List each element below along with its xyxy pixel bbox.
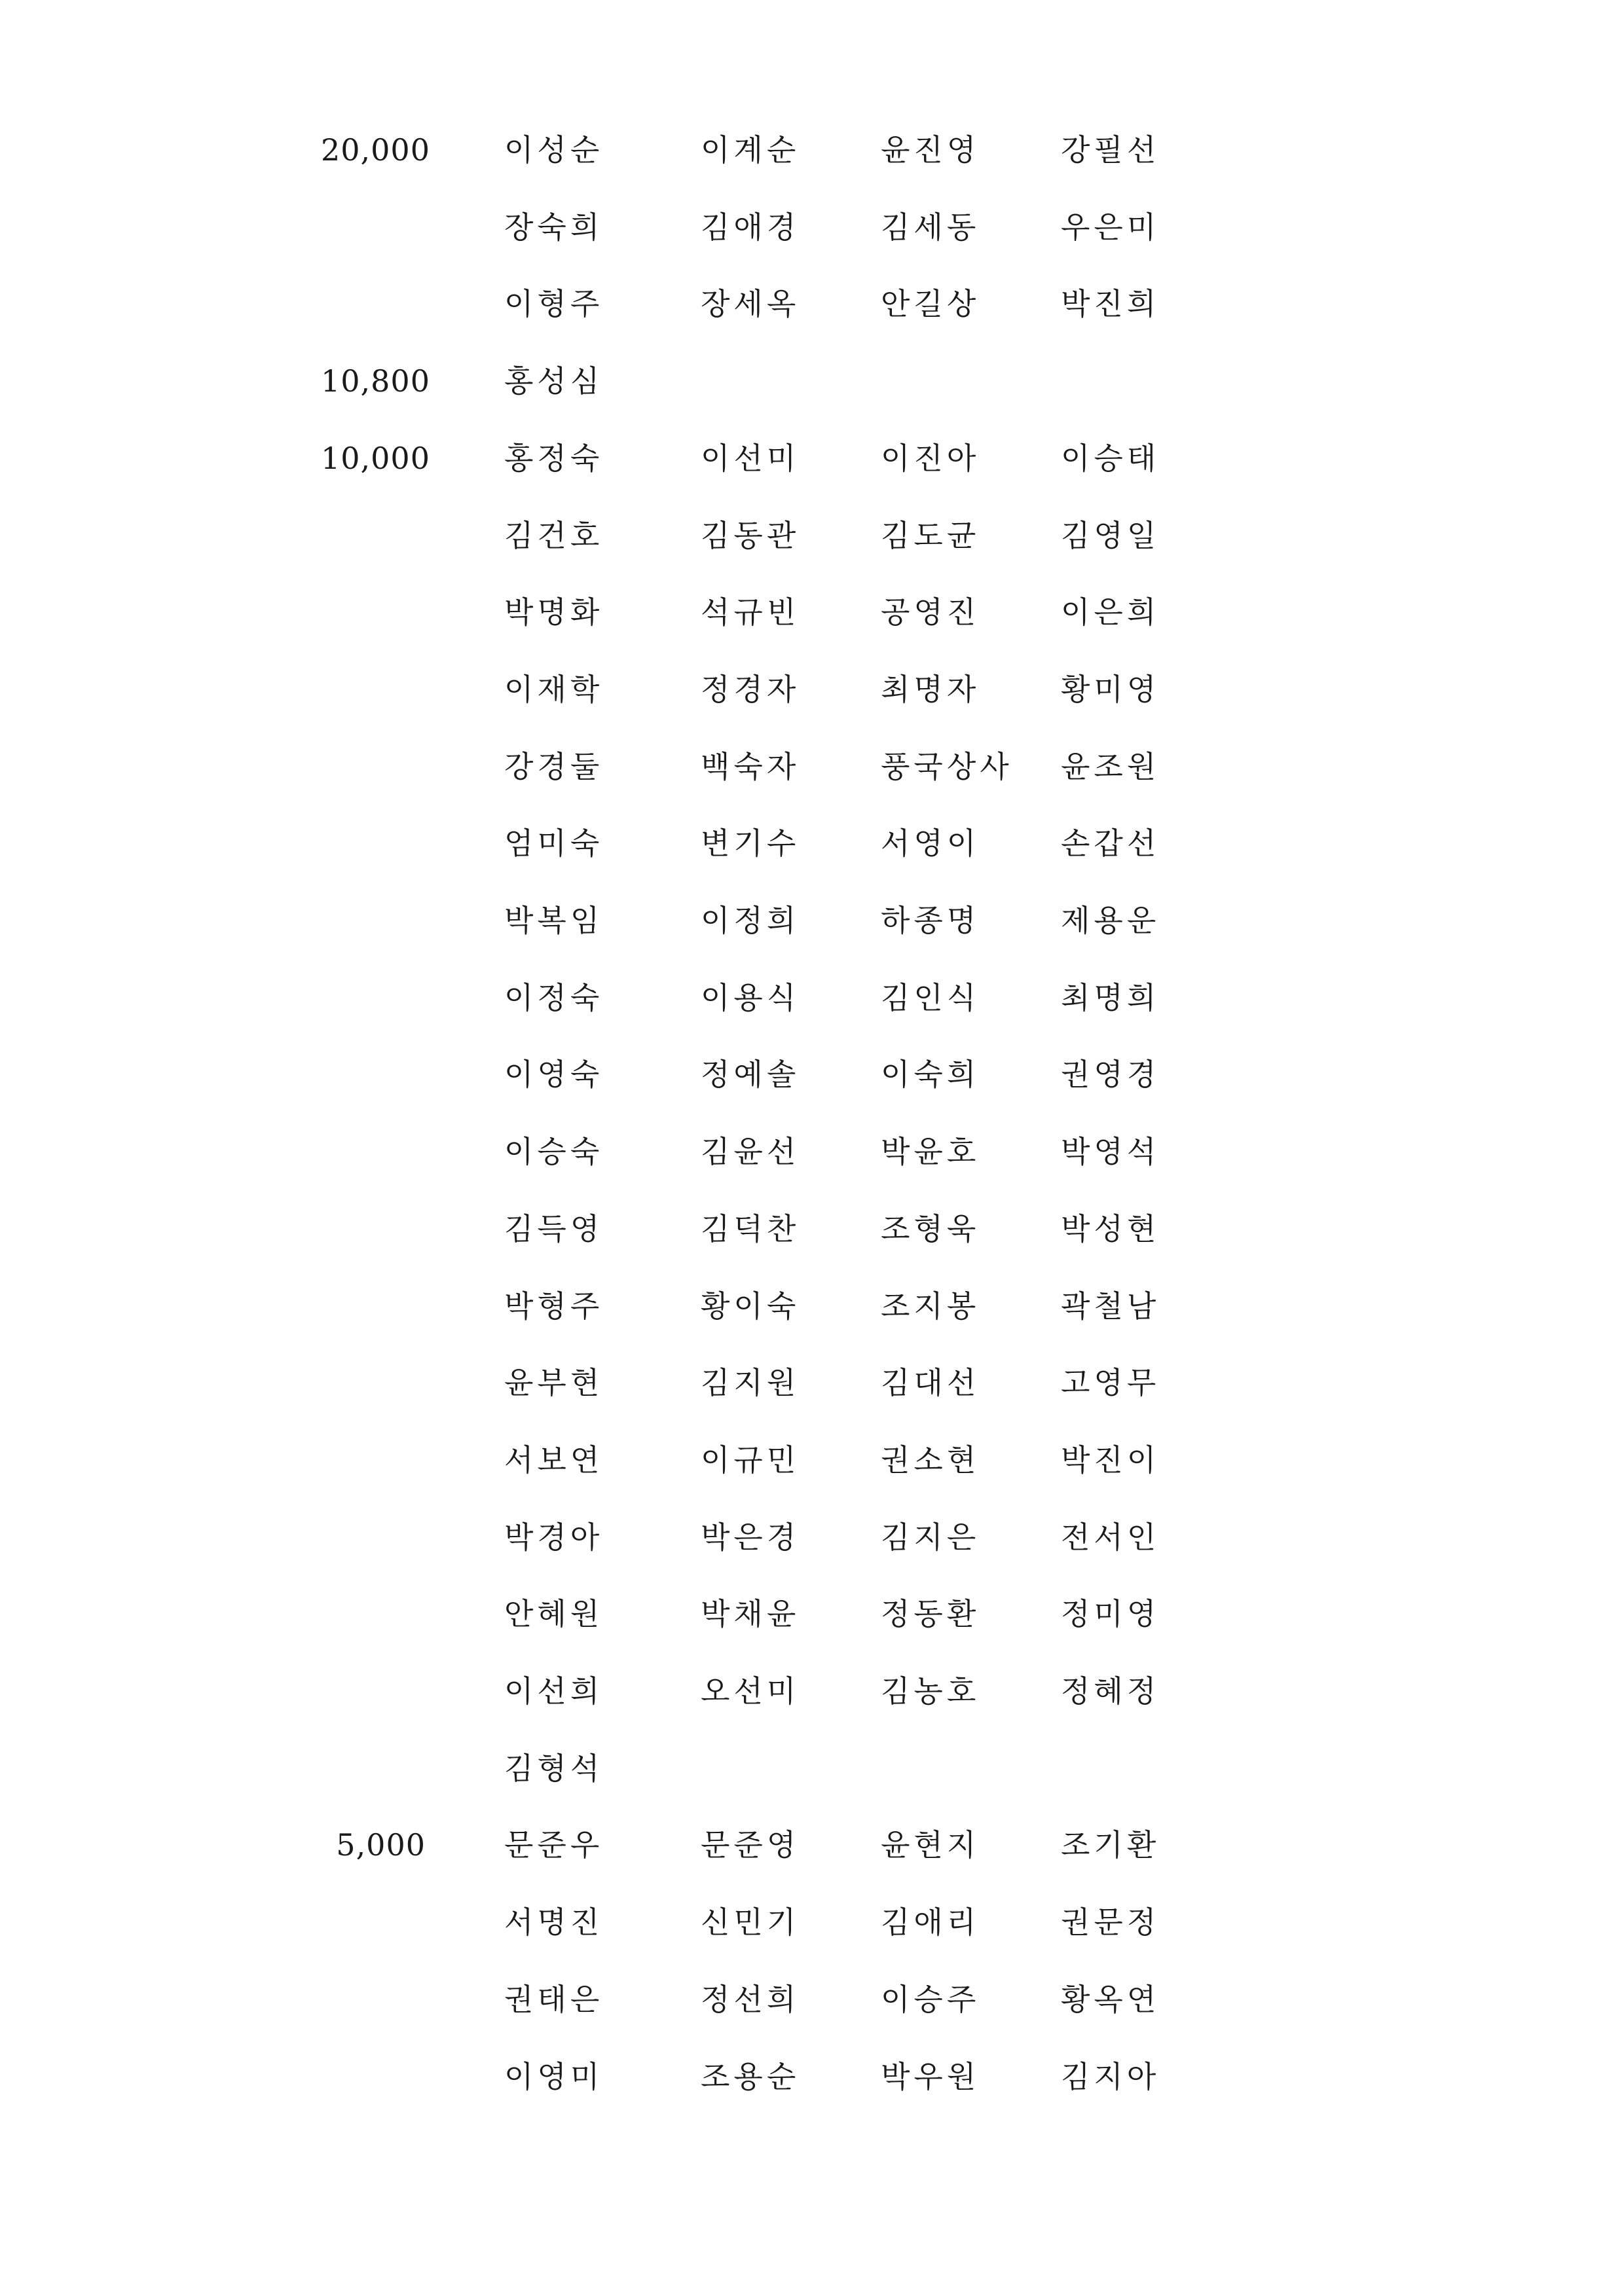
donor-row [0, 1652, 1624, 1730]
donor-row [0, 497, 1624, 574]
donor-name: 이정희 [701, 903, 800, 938]
donor-name: 김덕찬 [701, 1211, 800, 1247]
donor-row [0, 189, 1624, 266]
donor-row [0, 111, 1624, 189]
donor-name: 조지봉 [881, 1288, 980, 1324]
donor-name: 김윤선 [701, 1134, 800, 1170]
donor-name: 이용식 [701, 979, 800, 1015]
donor-name: 이규민 [701, 1442, 800, 1478]
donor-name: 강필선 [1061, 132, 1160, 168]
donor-name: 이선미 [701, 440, 800, 476]
donor-name: 권태은 [504, 1981, 604, 2017]
donor-row [0, 1575, 1624, 1652]
donor-name: 박복임 [504, 903, 604, 938]
donor-name: 곽철남 [1061, 1288, 1160, 1324]
donor-name: 고영무 [1061, 1365, 1160, 1401]
donor-name: 박영석 [1061, 1134, 1160, 1170]
donor-name: 김형석 [504, 1750, 604, 1786]
donation-amount: 10,000 [321, 440, 430, 476]
donor-name: 손갑선 [1061, 826, 1160, 862]
donor-name: 정예솔 [701, 1057, 800, 1093]
donor-name: 홍성심 [504, 363, 604, 399]
donor-name: 하종명 [881, 903, 980, 938]
donor-name: 박경아 [504, 1519, 604, 1555]
donor-name: 전서인 [1061, 1519, 1160, 1555]
donor-name: 황이숙 [701, 1288, 800, 1324]
donor-name: 이승태 [1061, 440, 1160, 476]
donor-name: 이정숙 [504, 979, 604, 1015]
donor-name: 김농호 [881, 1673, 980, 1709]
donor-row [0, 1961, 1624, 2038]
donor-name: 윤조원 [1061, 748, 1160, 784]
donor-name: 박명화 [504, 594, 604, 630]
donor-name: 김애리 [881, 1904, 980, 1941]
donor-name: 김득영 [504, 1211, 604, 1247]
donor-name: 박형주 [504, 1288, 604, 1324]
donor-name: 서보연 [504, 1442, 604, 1478]
donor-row [0, 574, 1624, 651]
donor-name: 윤현지 [881, 1827, 980, 1863]
donor-name: 권문정 [1061, 1904, 1160, 1941]
donor-name: 이성순 [504, 132, 604, 168]
donor-name: 김애경 [701, 209, 800, 245]
donor-name: 권영경 [1061, 1057, 1160, 1093]
donor-row [0, 651, 1624, 728]
donor-name: 정경자 [701, 671, 800, 707]
donor-name: 김대선 [881, 1365, 980, 1401]
donor-name: 이선희 [504, 1673, 604, 1709]
donor-row [0, 1884, 1624, 1961]
donor-name: 김지원 [701, 1365, 800, 1401]
donor-row [0, 342, 1624, 420]
donor-name: 김지아 [1061, 2058, 1160, 2094]
donor-name: 문준우 [504, 1827, 604, 1863]
donor-name: 박은경 [701, 1519, 800, 1555]
donor-name: 윤부현 [504, 1365, 604, 1401]
donor-name: 조형욱 [881, 1211, 980, 1247]
donor-row [0, 1806, 1624, 1884]
donor-name: 박진희 [1061, 286, 1160, 322]
donor-row [0, 2038, 1624, 2115]
donor-name: 제용운 [1061, 903, 1160, 938]
donor-name: 강경둘 [504, 748, 604, 784]
donor-name: 안길상 [881, 286, 980, 322]
donor-name: 변기수 [701, 826, 800, 862]
donor-row [0, 1113, 1624, 1190]
donor-name: 윤진영 [881, 132, 980, 168]
donor-row [0, 1036, 1624, 1113]
donor-name: 정혜정 [1061, 1673, 1160, 1709]
donor-row [0, 1344, 1624, 1421]
donor-name: 황옥연 [1061, 1981, 1160, 2017]
donor-name: 이계순 [701, 132, 800, 168]
donor-name: 권소현 [881, 1442, 980, 1478]
donor-row [0, 959, 1624, 1036]
donor-name: 조용순 [701, 2058, 800, 2094]
donor-name: 이영숙 [504, 1057, 604, 1093]
donor-name: 홍정숙 [504, 440, 604, 476]
donor-name: 조기환 [1061, 1827, 1160, 1863]
donor-name: 김도균 [881, 517, 980, 553]
donor-name: 김세동 [881, 209, 980, 245]
donor-name: 이형주 [504, 286, 604, 322]
donor-name: 박진이 [1061, 1442, 1160, 1478]
donor-name: 최명희 [1061, 979, 1160, 1015]
donor-name: 정선희 [701, 1981, 800, 2017]
donor-row [0, 1730, 1624, 1807]
donor-name: 김동관 [701, 517, 800, 553]
donor-name: 이승숙 [504, 1134, 604, 1170]
donor-name: 김인식 [881, 979, 980, 1015]
donor-name: 백숙자 [701, 748, 800, 784]
donor-row [0, 1421, 1624, 1499]
donor-row [0, 1190, 1624, 1267]
donor-name: 장숙희 [504, 209, 604, 245]
donor-row [0, 420, 1624, 497]
donor-row [0, 805, 1624, 882]
donor-name: 서명진 [504, 1904, 604, 1941]
donor-row [0, 882, 1624, 959]
donor-name: 황미영 [1061, 671, 1160, 707]
donor-name: 박윤호 [881, 1134, 980, 1170]
donor-name: 석규빈 [701, 594, 800, 630]
donor-name: 김건호 [504, 517, 604, 553]
donor-name: 우은미 [1061, 209, 1160, 245]
donor-name: 정미영 [1061, 1596, 1160, 1632]
donor-name: 김지은 [881, 1519, 980, 1555]
donor-name: 장세옥 [701, 286, 800, 322]
donor-name: 박우원 [881, 2058, 980, 2094]
donor-name: 안혜원 [504, 1596, 604, 1632]
donor-row [0, 1267, 1624, 1345]
donor-name: 최명자 [881, 671, 980, 707]
donor-row [0, 728, 1624, 805]
donor-name: 풍국상사 [881, 748, 1013, 784]
donor-row [0, 265, 1624, 342]
donor-name: 정동환 [881, 1596, 980, 1632]
donor-name: 박성현 [1061, 1211, 1160, 1247]
donor-name: 엄미숙 [504, 826, 604, 862]
donor-name: 이은희 [1061, 594, 1160, 630]
donor-name: 이재학 [504, 671, 604, 707]
donor-name: 신민기 [701, 1904, 800, 1941]
donor-name: 이진아 [881, 440, 980, 476]
donor-name: 서영이 [881, 826, 980, 862]
donor-name: 이숙희 [881, 1057, 980, 1093]
donor-name: 김영일 [1061, 517, 1160, 553]
donation-amount: 10,800 [321, 363, 430, 399]
donor-name: 이영미 [504, 2058, 604, 2094]
donor-row [0, 1499, 1624, 1576]
donation-amount: 5,000 [336, 1827, 426, 1863]
donation-amount: 20,000 [321, 132, 430, 168]
donor-name: 오선미 [701, 1673, 800, 1709]
donor-name: 문준영 [701, 1827, 800, 1863]
donor-name: 이승주 [881, 1981, 980, 2017]
donor-name: 박채윤 [701, 1596, 800, 1632]
donor-name: 공영진 [881, 594, 980, 630]
